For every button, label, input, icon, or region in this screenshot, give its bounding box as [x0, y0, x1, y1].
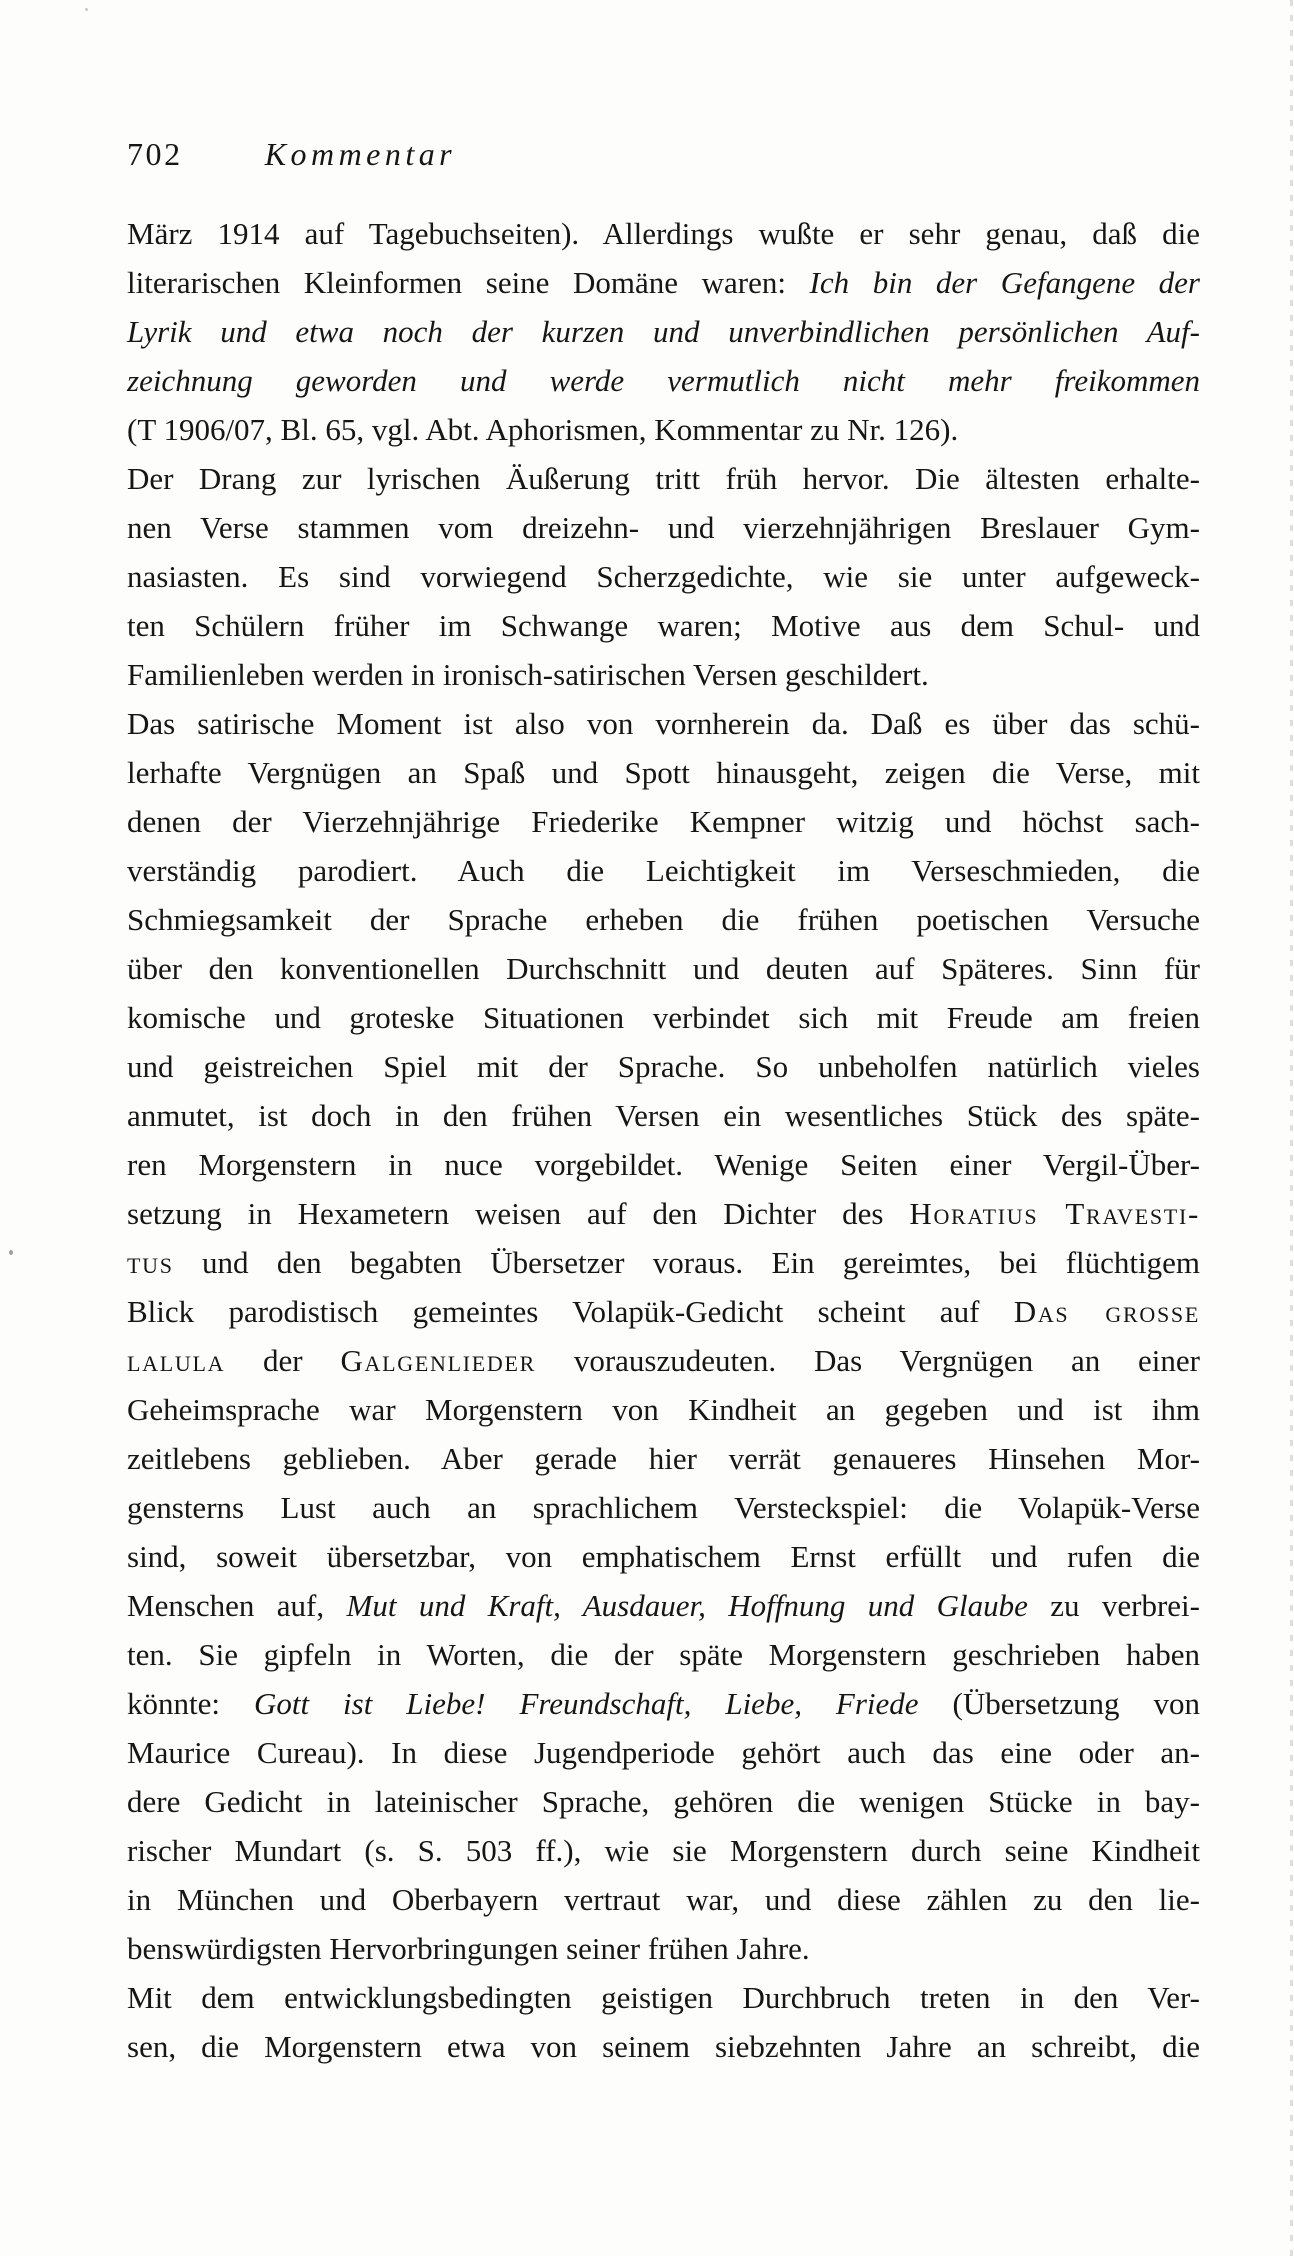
text-segment-roman: Blick parodistisch gemeintes Volapük-Gedicht scheint auf [127, 1294, 1014, 1329]
text-line [127, 1385, 1200, 1434]
scan-speck-small [85, 8, 88, 11]
text-line [127, 1679, 1200, 1728]
text-segment-italic: Gott ist Liebe! Freundschaft, Liebe, Friede [253, 1686, 919, 1721]
text-segment-roman: ten Schülern früher im Schwange waren; Motive aus dem Schul- und [127, 608, 1200, 643]
text-line [127, 1924, 1200, 1973]
text-line [127, 1483, 1200, 1532]
text-segment-roman: Familienleben werden in ironisch-satirischen Versen geschildert. [127, 657, 929, 692]
text-segment-roman: sind, soweit übersetzbar, von emphatischem Ernst erfüllt und rufen die [127, 1539, 1200, 1574]
text-line [127, 1875, 1200, 1924]
text-line [127, 601, 1200, 650]
text-segment-roman: anmutet, ist doch in den frühen Versen ein wesentliches Stück des späte- [127, 1098, 1200, 1133]
text-line [127, 993, 1200, 1042]
text-line [127, 454, 1200, 503]
text-segment-italic: Lyrik und etwa noch der kurzen und unverbindlichen persönlichen Auf- [127, 314, 1200, 349]
text-line [127, 209, 1200, 258]
text-segment-roman: und den begabten Übersetzer voraus. Ein gereimtes, bei flüchtigem [173, 1245, 1200, 1280]
text-line [127, 699, 1200, 748]
text-line [127, 503, 1200, 552]
text-line [127, 258, 1200, 307]
text-segment-roman: sen, die Morgenstern etwa von seinem siebzehnten Jahre an schreibt, die [127, 2029, 1200, 2064]
text-segment-smallcaps: Horatius Travesti- [909, 1196, 1201, 1231]
text-line [127, 1189, 1200, 1238]
text-segment-roman: über den konventionellen Durchschnitt und deuten auf Späteres. Sinn für [127, 951, 1200, 986]
text-segment-roman: und geistreichen Spiel mit der Sprache. So unbeholfen natürlich vieles [127, 1049, 1200, 1084]
text-segment-roman: lerhafte Vergnügen an Spaß und Spott hinausgeht, zeigen die Verse, mit [127, 755, 1200, 790]
text-segment-roman: Geheimsprache war Morgenstern von Kindheit an gegeben und ist ihm [127, 1392, 1200, 1427]
text-line [127, 307, 1200, 356]
text-segment-roman: ren Morgenstern in nuce vorgebildet. Wenige Seiten einer Vergil-Über- [127, 1147, 1200, 1182]
text-segment-roman: könnte: [127, 1686, 254, 1721]
text-line [127, 405, 1200, 454]
text-segment-roman: der [225, 1343, 341, 1378]
text-segment-smallcaps: Galgenlieder [340, 1343, 537, 1378]
text-segment-roman: vorauszudeuten. Das Vergnügen an einer [536, 1343, 1200, 1378]
text-segment-roman: benswürdigsten Hervorbringungen seiner frühen Jahre. [127, 1931, 810, 1966]
running-head: Kommentar [264, 136, 457, 172]
text-line [127, 1973, 1200, 2022]
text-segment-roman: komische und groteske Situationen verbindet sich mit Freude am freien [127, 1000, 1200, 1035]
text-segment-roman: zu verbrei- [1027, 1588, 1200, 1623]
text-segment-roman: Maurice Cureau). In diese Jugendperiode gehört auch das eine oder an- [127, 1735, 1200, 1770]
text-segment-italic: zeichnung geworden und werde vermutlich nicht mehr freikommen [127, 363, 1200, 398]
text-segment-roman: literarischen Kleinformen seine Domäne waren: [127, 265, 810, 300]
text-segment-roman: setzung in Hexametern weisen auf den Dichter des [127, 1196, 910, 1231]
text-line [127, 1728, 1200, 1777]
text-line [127, 1042, 1200, 1091]
text-segment-roman: denen der Vierzehnjährige Friederike Kempner witzig und höchst sach- [127, 804, 1200, 839]
text-line [127, 1826, 1200, 1875]
page-number: 702 [127, 136, 183, 172]
text-segment-roman: zeitlebens geblieben. Aber gerade hier verrät genaueres Hinsehen Mor- [127, 1441, 1200, 1476]
text-line [127, 356, 1200, 405]
text-segment-roman: Schmiegsamkeit der Sprache erheben die frühen poetischen Versuche [127, 902, 1200, 937]
text-segment-roman: verständig parodiert. Auch die Leichtigkeit im Verseschmieden, die [127, 853, 1200, 888]
text-segment-roman: rischer Mundart (s. S. 503 ff.), wie sie Morgenstern durch seine Kindheit [127, 1833, 1200, 1868]
text-line [127, 1336, 1200, 1385]
text-segment-roman: nen Verse stammen vom dreizehn- und vierzehnjährigen Breslauer Gym- [127, 510, 1200, 545]
text-line [127, 944, 1200, 993]
text-line [127, 552, 1200, 601]
page-header [127, 136, 456, 172]
text-segment-roman: gensterns Lust auch an sprachlichem Versteckspiel: die Volapük-Verse [127, 1490, 1200, 1525]
text-line [127, 1581, 1200, 1630]
body-text [127, 209, 1200, 2071]
text-segment-roman: Menschen auf, [127, 1588, 347, 1623]
text-segment-smallcaps: lalula [127, 1343, 226, 1378]
text-segment-italic: Ich bin der Gefangene der [809, 265, 1200, 300]
text-line [127, 1140, 1200, 1189]
text-line [127, 650, 1200, 699]
text-segment-roman: März 1914 auf Tagebuchseiten). Allerdings wußte er sehr genau, daß die [127, 216, 1200, 251]
text-line [127, 748, 1200, 797]
text-segment-roman: dere Gedicht in lateinischer Sprache, gehören die wenigen Stücke in bay- [127, 1784, 1200, 1819]
text-line [127, 846, 1200, 895]
text-segment-roman: Der Drang zur lyrischen Äußerung tritt früh hervor. Die ältesten erhalte- [127, 461, 1200, 496]
text-segment-roman: (T 1906/07, Bl. 65, vgl. Abt. Aphorismen, Kommentar zu Nr. 126). [127, 412, 959, 447]
text-line [127, 2022, 1200, 2071]
text-line [127, 1532, 1200, 1581]
text-line [127, 1777, 1200, 1826]
text-segment-roman: in München und Oberbayern vertraut war, und diese zählen zu den lie- [127, 1882, 1200, 1917]
text-segment-roman: nasiasten. Es sind vorwiegend Scherzgedichte, wie sie unter aufgeweck- [127, 559, 1200, 594]
text-line [127, 797, 1200, 846]
text-line [127, 1238, 1200, 1287]
text-line [127, 1434, 1200, 1483]
text-line [127, 1630, 1200, 1679]
text-segment-roman: ten. Sie gipfeln in Worten, die der späte Morgenstern geschrieben haben [127, 1637, 1200, 1672]
text-segment-roman: (Übersetzung von [918, 1686, 1200, 1721]
text-line [127, 1287, 1200, 1336]
text-line [127, 1091, 1200, 1140]
text-segment-smallcaps: Das grosse [1013, 1294, 1200, 1329]
scan-edge-artifact [1290, 0, 1293, 2256]
text-segment-smallcaps: tus [127, 1245, 174, 1280]
scan-speck [9, 1250, 13, 1255]
text-segment-italic: Mut und Kraft, Ausdauer, Hoffnung und Glaube [346, 1588, 1028, 1623]
text-segment-roman: Mit dem entwicklungsbedingten geistigen Durchbruch treten in den Ver- [127, 1980, 1200, 2015]
text-line [127, 895, 1200, 944]
text-segment-roman: Das satirische Moment ist also von vornherein da. Daß es über das schü- [127, 706, 1200, 741]
